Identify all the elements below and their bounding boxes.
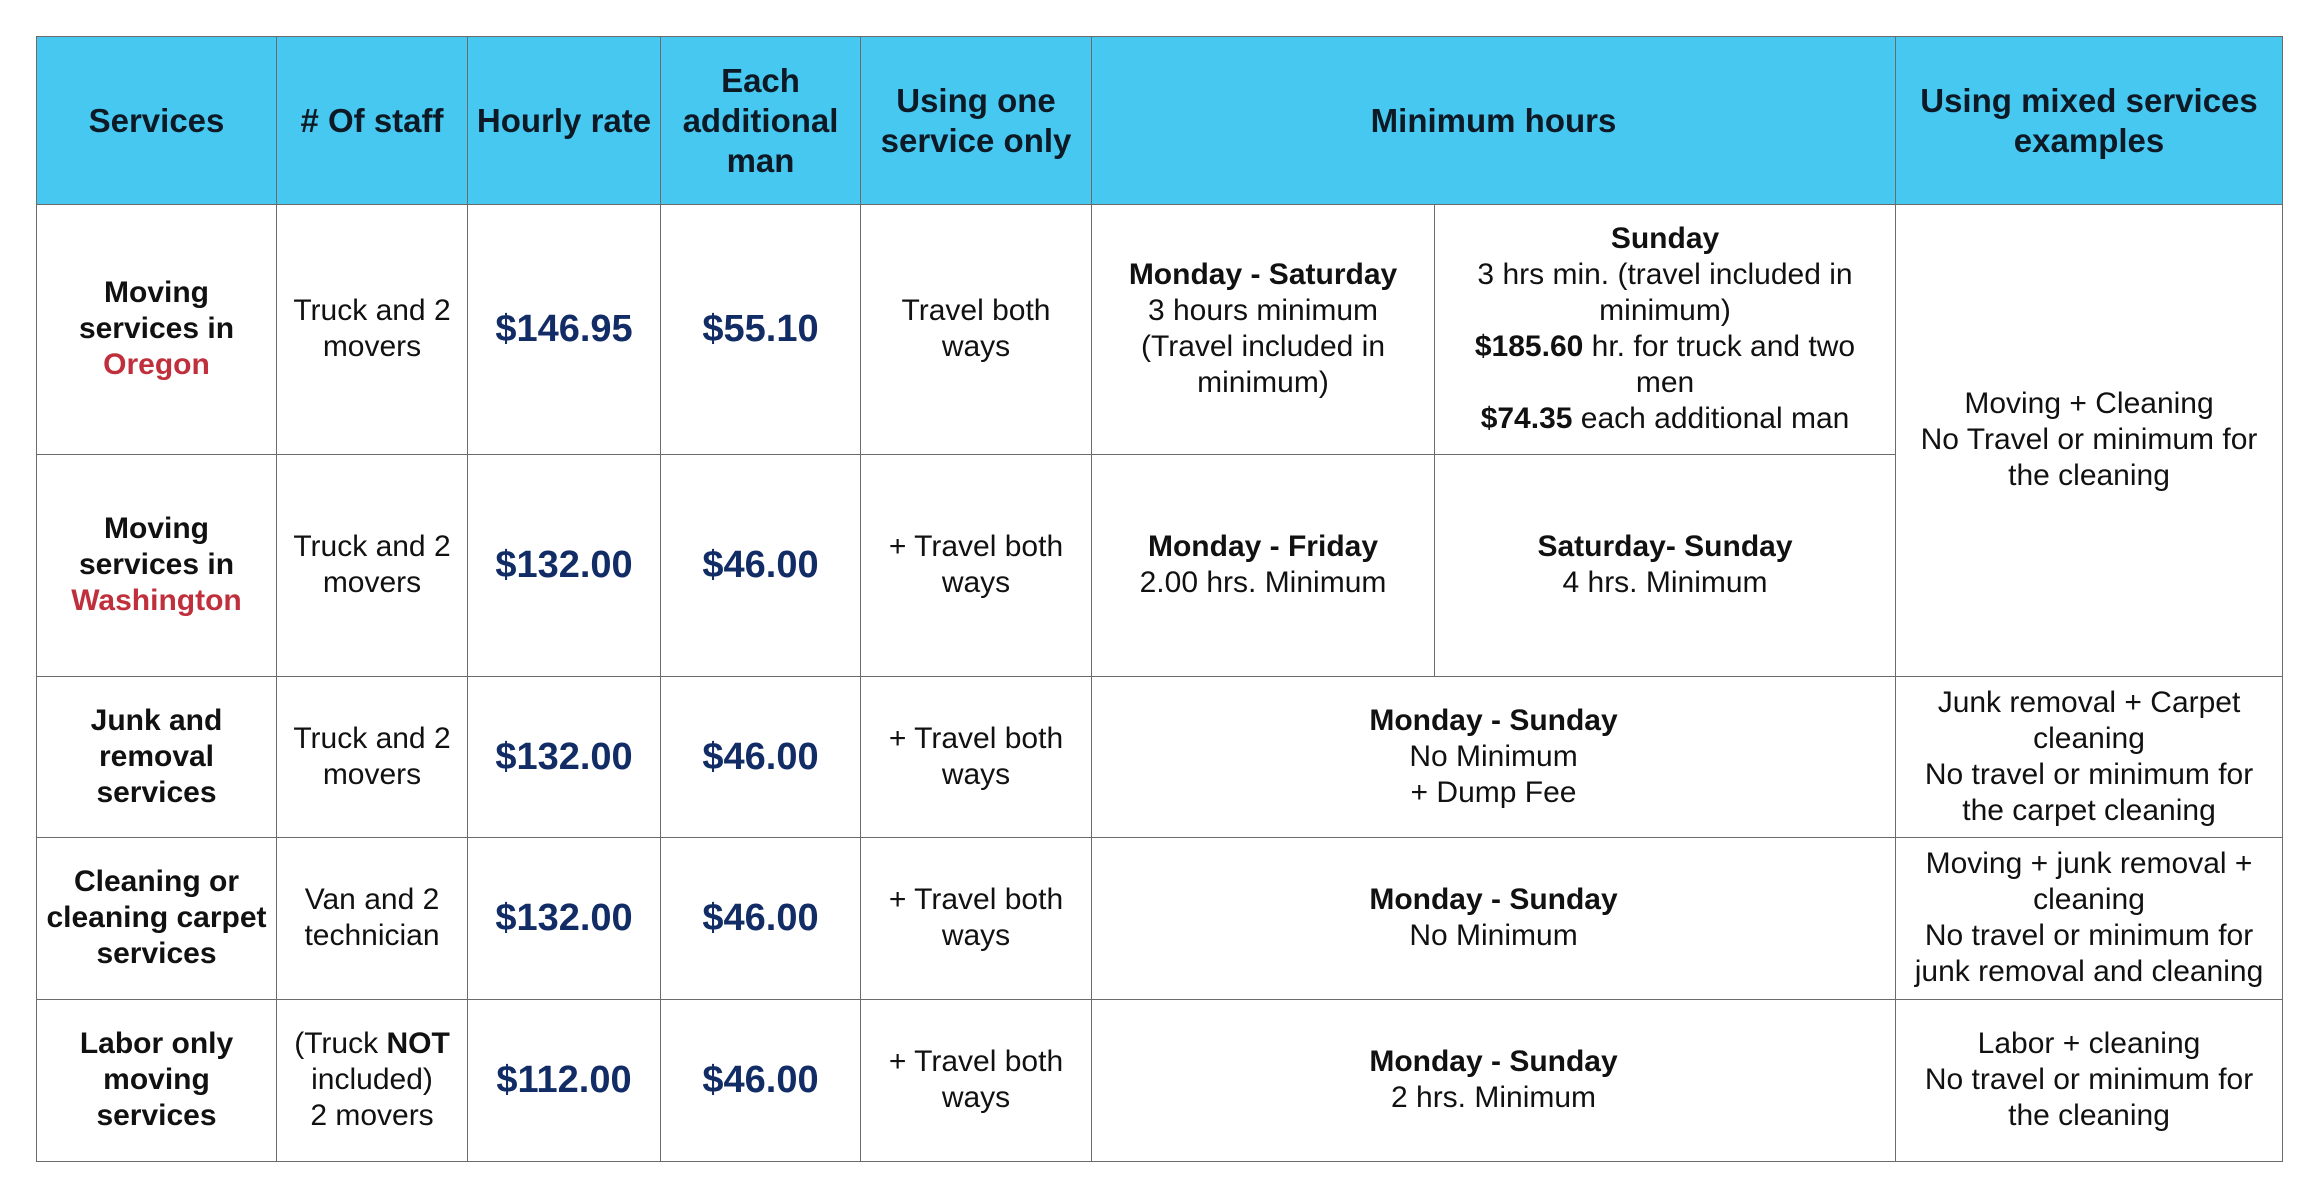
header-services: Services [37, 37, 277, 205]
travel-cell: + Travel both ways [861, 838, 1092, 999]
sunday-additional-rate: $74.35 [1480, 402, 1573, 436]
mixed-line-2: No Travel or minimum for the cleaning [1920, 423, 2258, 493]
min-title: Monday - Sunday [1369, 883, 1618, 917]
additional-man-rate: $46.00 [661, 838, 861, 999]
min-title: Monday - Sunday [1369, 1045, 1618, 1079]
mixed-cell [1896, 676, 2283, 837]
header-row [37, 37, 2283, 205]
header-hourly-rate: Hourly rate [468, 37, 661, 205]
sunday-rate-line [1443, 329, 1887, 401]
min-sunday-cell [1435, 205, 1896, 455]
mixed-line-1: Moving + junk removal + cleaning [1925, 847, 2253, 917]
min-weekend-text: 4 hrs. Minimum [1562, 566, 1768, 600]
min-weekday-title: Monday - Saturday [1128, 258, 1398, 292]
mixed-line-2: No travel or minimum for the carpet cleaning [1924, 758, 2254, 828]
min-weekend-title: Saturday- Sunday [1537, 530, 1793, 564]
service-label: Moving services in [78, 276, 235, 346]
min-sunday-title: Sunday [1610, 222, 1720, 256]
min-weekday-cell [1092, 454, 1435, 676]
header-additional-man: Each additional man [661, 37, 861, 205]
min-hours-cell [1092, 999, 1896, 1161]
mixed-line-2: No travel or minimum for junk removal and cleaning [1914, 919, 2264, 989]
state-label: Oregon [103, 348, 210, 382]
min-weekday-title: Monday - Friday [1147, 530, 1379, 564]
min-weekday-text: 2.00 hrs. Minimum [1139, 566, 1387, 600]
staff-text: (Truck [294, 1027, 387, 1061]
service-labor: Labor only moving services [37, 999, 277, 1161]
staff-cell [277, 999, 468, 1161]
sunday-additional-line [1443, 401, 1887, 437]
mixed-line-1: Moving + Cleaning [1964, 387, 2214, 421]
travel-cell: + Travel both ways [861, 999, 1092, 1161]
travel-cell: Travel both ways [861, 205, 1092, 455]
staff-line-1 [285, 1026, 459, 1098]
hourly-rate: $132.00 [468, 838, 661, 999]
mixed-cell [1896, 999, 2283, 1161]
service-junk: Junk and removal services [37, 676, 277, 837]
min-hours-cell [1092, 676, 1896, 837]
hourly-rate: $132.00 [468, 454, 661, 676]
table-row [37, 838, 2283, 999]
staff-line-2: 2 movers [310, 1099, 434, 1133]
table-row [37, 676, 2283, 837]
min-title: Monday - Sunday [1369, 704, 1618, 738]
header-staff: # Of staff [277, 37, 468, 205]
additional-man-rate: $46.00 [661, 454, 861, 676]
travel-cell: + Travel both ways [861, 676, 1092, 837]
mixed-moving-cell [1896, 205, 2283, 677]
mixed-line-2: No travel or minimum for the cleaning [1924, 1063, 2254, 1133]
min-line-1: No Minimum [1409, 740, 1578, 774]
service-oregon [37, 205, 277, 455]
header-one-service: Using one service only [861, 37, 1092, 205]
sunday-rate-text: hr. for truck and two men [1583, 330, 1856, 400]
min-line-2: + Dump Fee [1410, 776, 1577, 810]
staff-emphasis: NOT [386, 1027, 450, 1061]
service-washington [37, 454, 277, 676]
staff-text: included) [311, 1063, 433, 1097]
staff-cell: Truck and 2 movers [277, 676, 468, 837]
state-label: Washington [71, 584, 242, 618]
hourly-rate: $146.95 [468, 205, 661, 455]
additional-man-rate: $55.10 [661, 205, 861, 455]
staff-cell: Truck and 2 movers [277, 205, 468, 455]
hourly-rate: $132.00 [468, 676, 661, 837]
sunday-rate: $185.60 [1474, 330, 1584, 364]
table-row [37, 999, 2283, 1161]
additional-man-rate: $46.00 [661, 676, 861, 837]
min-hours-cell [1092, 838, 1896, 999]
table-row [37, 205, 2283, 455]
staff-cell: Truck and 2 movers [277, 454, 468, 676]
pricing-table [36, 36, 2283, 1162]
min-weekend-cell [1435, 454, 1896, 676]
travel-cell: + Travel both ways [861, 454, 1092, 676]
service-label: Moving services in [78, 512, 235, 582]
sunday-additional-text: each additional man [1572, 402, 1850, 436]
header-minimum-hours: Minimum hours [1092, 37, 1896, 205]
header-mixed-services: Using mixed services examples [1896, 37, 2283, 205]
mixed-line-1: Junk removal + Carpet cleaning [1937, 686, 2241, 756]
min-weekday-cell [1092, 205, 1435, 455]
min-sunday-text: 3 hrs min. (travel included in minimum) [1477, 258, 1853, 328]
min-line-1: 2 hrs. Minimum [1390, 1081, 1597, 1115]
min-line-1: No Minimum [1409, 919, 1578, 953]
mixed-cell [1896, 838, 2283, 999]
additional-man-rate: $46.00 [661, 999, 861, 1161]
service-cleaning: Cleaning or cleaning carpet services [37, 838, 277, 999]
staff-cell: Van and 2 technician [277, 838, 468, 999]
mixed-line-1: Labor + cleaning [1977, 1027, 2201, 1061]
hourly-rate: $112.00 [468, 999, 661, 1161]
min-weekday-text: 3 hours minimum (Travel included in minimum) [1141, 294, 1385, 400]
